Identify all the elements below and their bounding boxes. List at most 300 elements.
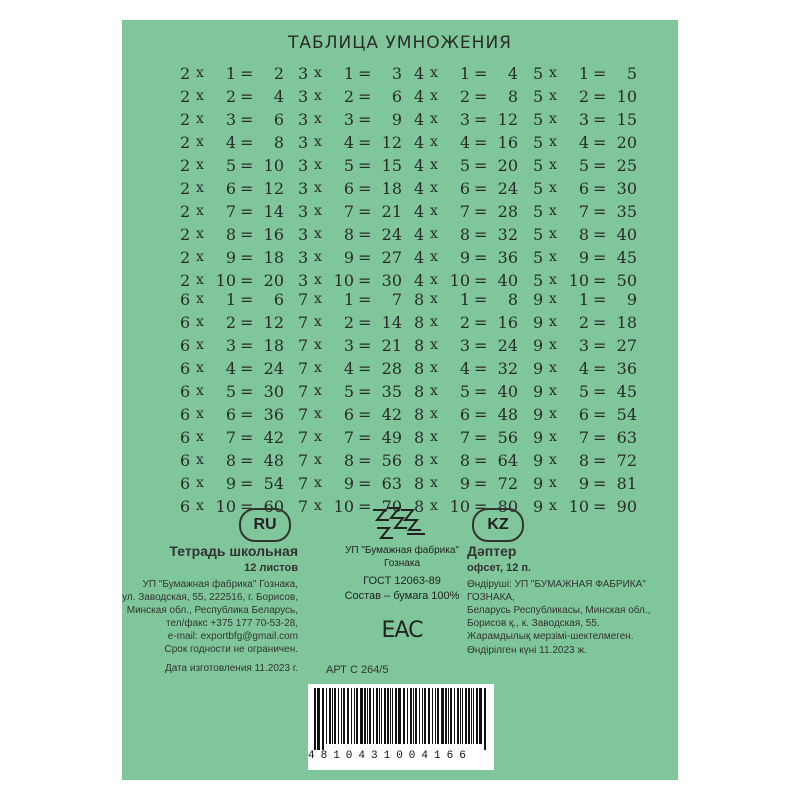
product: 16 — [497, 313, 518, 332]
product: 8 — [273, 133, 284, 152]
equals-sign: = — [358, 87, 372, 106]
table-row — [298, 380, 418, 403]
product: 28 — [497, 202, 518, 221]
barcode-bar — [360, 688, 363, 744]
barcode-bar — [432, 688, 433, 744]
kz-info-line: Жарамдылық мерзімі-шектелмеген. — [467, 631, 634, 642]
product: 18 — [381, 179, 402, 198]
product: 40 — [616, 225, 637, 244]
multiplier: 4 — [225, 133, 236, 152]
product: 16 — [263, 225, 284, 244]
multiplicand: 3 — [298, 87, 309, 106]
times-sign: x — [549, 291, 557, 307]
multiplicand: 2 — [180, 133, 191, 152]
times-sign: x — [196, 360, 204, 376]
table-row — [298, 246, 418, 269]
barcode-bar — [424, 688, 426, 744]
times-sign: x — [196, 111, 204, 127]
times-sign: x — [549, 475, 557, 491]
multiplier: 9 — [343, 474, 354, 493]
multiplier: 4 — [225, 359, 236, 378]
equals-sign: = — [358, 405, 372, 424]
multiplicand: 4 — [414, 225, 425, 244]
table-row — [180, 288, 300, 311]
multiplicand: 2 — [180, 225, 191, 244]
equals-sign: = — [240, 451, 254, 470]
times-sign: x — [314, 203, 322, 219]
multiplicand: 7 — [298, 313, 309, 332]
times-sign: x — [314, 475, 322, 491]
kz-info-line: Беларусь Республикасы, Минская обл., — [467, 605, 651, 616]
product: 4 — [507, 64, 518, 83]
times-sign: x — [430, 429, 438, 445]
multiplicand: 8 — [414, 313, 425, 332]
multiplier: 7 — [225, 428, 236, 447]
barcode-bar — [356, 688, 358, 744]
table-column-9 — [533, 288, 653, 518]
equals-sign: = — [358, 202, 372, 221]
multiplicand: 9 — [533, 313, 544, 332]
times-sign: x — [549, 429, 557, 445]
multiplicand: 4 — [414, 179, 425, 198]
multiplier: 4 — [459, 359, 470, 378]
barcode-bar — [407, 688, 408, 744]
table-row — [298, 154, 418, 177]
table-row — [533, 131, 653, 154]
multiplicand: 6 — [180, 313, 191, 332]
equals-sign: = — [240, 313, 254, 332]
multiplicand: 8 — [414, 359, 425, 378]
multiplier: 10 — [215, 497, 236, 516]
multiplicand: 7 — [298, 497, 309, 516]
multiplicand: 4 — [414, 248, 425, 267]
barcode-bar — [322, 688, 324, 750]
times-sign: x — [430, 88, 438, 104]
barcode-bar — [448, 688, 449, 744]
multiplier: 3 — [459, 336, 470, 355]
kz-info-line: Борисов қ., к. Заводская, 55. — [467, 618, 600, 629]
equals-sign: = — [593, 474, 607, 493]
equals-sign: = — [474, 497, 488, 516]
multiplier: 5 — [578, 156, 589, 175]
equals-sign: = — [240, 87, 254, 106]
product: 5 — [626, 64, 637, 83]
equals-sign: = — [593, 313, 607, 332]
times-sign: x — [549, 249, 557, 265]
multiplier: 4 — [343, 133, 354, 152]
multiplier: 10 — [215, 271, 236, 290]
times-sign: x — [196, 383, 204, 399]
table-row — [298, 472, 418, 495]
multiplier: 1 — [343, 290, 354, 309]
product: 12 — [497, 110, 518, 129]
multiplicand: 5 — [533, 225, 544, 244]
equals-sign: = — [358, 156, 372, 175]
table-row — [414, 288, 534, 311]
equals-sign: = — [593, 497, 607, 516]
equals-sign: = — [240, 336, 254, 355]
barcode-bar — [379, 688, 380, 744]
times-sign: x — [196, 429, 204, 445]
product: 8 — [507, 87, 518, 106]
product: 12 — [263, 313, 284, 332]
barcode-bar — [347, 688, 349, 744]
barcode-bar — [403, 688, 405, 744]
multiplier: 9 — [459, 474, 470, 493]
product: 24 — [497, 179, 518, 198]
multiplicand: 9 — [533, 405, 544, 424]
barcode-bar — [387, 688, 389, 744]
product: 4 — [273, 87, 284, 106]
equals-sign: = — [240, 110, 254, 129]
equals-sign: = — [474, 474, 488, 493]
multiplier: 8 — [578, 451, 589, 470]
product: 12 — [263, 179, 284, 198]
equals-sign: = — [474, 336, 488, 355]
product: 36 — [497, 248, 518, 267]
times-sign: x — [430, 111, 438, 127]
equals-sign: = — [474, 271, 488, 290]
times-sign: x — [430, 203, 438, 219]
equals-sign: = — [474, 64, 488, 83]
product: 10 — [616, 87, 637, 106]
multiplication-block-top — [122, 62, 678, 292]
equals-sign: = — [358, 248, 372, 267]
equals-sign: = — [358, 313, 372, 332]
equals-sign: = — [474, 110, 488, 129]
equals-sign: = — [358, 336, 372, 355]
multiplicand: 9 — [533, 382, 544, 401]
multiplier: 3 — [578, 110, 589, 129]
ru-info-line: УП "Бумажная фабрика" Гознака, — [142, 579, 298, 590]
multiplicand: 2 — [180, 248, 191, 267]
multiplier: 7 — [578, 428, 589, 447]
table-row — [414, 472, 534, 495]
product: 24 — [263, 359, 284, 378]
multiplier: 2 — [225, 313, 236, 332]
table-column-7 — [298, 288, 418, 518]
barcode-bar — [441, 688, 444, 744]
product: 32 — [497, 225, 518, 244]
equals-sign: = — [358, 428, 372, 447]
times-sign: x — [430, 226, 438, 242]
table-row — [180, 177, 300, 200]
barcode-bar — [367, 688, 368, 744]
table-row — [298, 200, 418, 223]
ru-info-line: Срок годности не ограничен. — [164, 644, 298, 655]
barcode-bar — [390, 688, 391, 744]
product: 2 — [273, 64, 284, 83]
product: 90 — [616, 497, 637, 516]
multiplier: 6 — [578, 179, 589, 198]
multiplicand: 8 — [414, 405, 425, 424]
barcode-bar — [462, 688, 463, 744]
barcode-bar — [384, 688, 386, 744]
times-sign: x — [196, 134, 204, 150]
equals-sign: = — [358, 474, 372, 493]
table-row — [533, 403, 653, 426]
times-sign: x — [314, 226, 322, 242]
times-sign: x — [314, 452, 322, 468]
table-row — [298, 223, 418, 246]
multiplicand: 5 — [533, 64, 544, 83]
table-column-3 — [298, 62, 418, 292]
multiplicand: 6 — [180, 336, 191, 355]
kz-sheets: офсет, 12 п. — [467, 562, 532, 574]
multiplier: 4 — [578, 133, 589, 152]
notebook-cover — [122, 20, 678, 780]
product: 36 — [616, 359, 637, 378]
multiplicand: 5 — [533, 248, 544, 267]
barcode-number: 4810431004166 — [308, 750, 472, 762]
multiplicand: 9 — [533, 451, 544, 470]
multiplicand: 4 — [414, 64, 425, 83]
barcode-bar — [398, 688, 401, 744]
table-row — [180, 108, 300, 131]
equals-sign: = — [593, 451, 607, 470]
times-sign: x — [196, 291, 204, 307]
multiplier: 3 — [343, 336, 354, 355]
multiplier: 6 — [225, 405, 236, 424]
equals-sign: = — [593, 271, 607, 290]
table-title: ТАБЛИЦА УМНОЖЕНИЯ — [288, 33, 512, 53]
equals-sign: = — [593, 290, 607, 309]
times-sign: x — [314, 65, 322, 81]
equals-sign: = — [474, 87, 488, 106]
table-row — [414, 200, 534, 223]
product: 24 — [381, 225, 402, 244]
table-row — [298, 85, 418, 108]
table-row — [180, 62, 300, 85]
barcode-bar — [351, 688, 352, 744]
product: 54 — [616, 405, 637, 424]
multiplicand: 5 — [533, 202, 544, 221]
multiplicand: 2 — [180, 202, 191, 221]
multiplier: 5 — [225, 382, 236, 401]
multiplier: 1 — [343, 64, 354, 83]
product: 18 — [616, 313, 637, 332]
times-sign: x — [430, 475, 438, 491]
barcode-bar — [471, 688, 472, 744]
product: 30 — [381, 271, 402, 290]
product: 18 — [263, 336, 284, 355]
equals-sign: = — [358, 271, 372, 290]
multiplier: 6 — [578, 405, 589, 424]
table-row — [298, 426, 418, 449]
barcode-bar — [354, 688, 355, 744]
equals-sign: = — [474, 313, 488, 332]
equals-sign: = — [358, 225, 372, 244]
multiplicand: 6 — [180, 497, 191, 516]
multiplicand: 8 — [414, 336, 425, 355]
center-maker-line2: Гознака — [383, 558, 421, 569]
barcode-bar — [468, 688, 470, 744]
multiplicand: 3 — [298, 225, 309, 244]
table-row — [180, 472, 300, 495]
table-row — [533, 426, 653, 449]
product: 6 — [273, 110, 284, 129]
times-sign: x — [430, 272, 438, 288]
table-row — [533, 472, 653, 495]
ru-badge: RU — [239, 508, 291, 542]
table-row — [533, 223, 653, 246]
multiplier: 8 — [225, 225, 236, 244]
multiplicand: 3 — [298, 110, 309, 129]
ru-info-line: тел/факс +375 177 70-53-28, — [166, 618, 298, 629]
times-sign: x — [430, 157, 438, 173]
equals-sign: = — [474, 382, 488, 401]
equals-sign: = — [474, 290, 488, 309]
multiplier: 7 — [225, 202, 236, 221]
times-sign: x — [314, 249, 322, 265]
barcode-bar — [428, 688, 430, 744]
kz-product-name: Дәптер — [467, 543, 517, 559]
composition-label: Состав – бумага 100% — [344, 590, 460, 602]
multiplicand: 8 — [414, 382, 425, 401]
barcode-bar — [473, 688, 474, 744]
equals-sign: = — [593, 87, 607, 106]
kz-info-line: Өндіруші: УП "БУМАЖНАЯ ФАБРИКА" ГОЗНАКА, — [467, 579, 646, 603]
factory-logo-icon — [367, 502, 431, 542]
table-row — [533, 380, 653, 403]
barcode-bar — [419, 688, 420, 744]
barcode-bar — [437, 688, 439, 744]
barcode-bar — [343, 688, 345, 744]
table-row — [298, 449, 418, 472]
table-row — [414, 357, 534, 380]
table-row — [180, 131, 300, 154]
multiplicand: 4 — [414, 156, 425, 175]
multiplier: 7 — [343, 202, 354, 221]
multiplier: 2 — [343, 313, 354, 332]
equals-sign: = — [240, 497, 254, 516]
product: 49 — [381, 428, 402, 447]
table-row — [414, 403, 534, 426]
multiplicand: 6 — [180, 359, 191, 378]
multiplicand: 9 — [533, 474, 544, 493]
equals-sign: = — [240, 133, 254, 152]
multiplicand: 5 — [533, 271, 544, 290]
multiplier: 6 — [343, 179, 354, 198]
multiplier: 1 — [578, 290, 589, 309]
table-row — [414, 154, 534, 177]
multiplier: 7 — [459, 202, 470, 221]
table-row — [533, 288, 653, 311]
multiplicand: 5 — [533, 133, 544, 152]
barcode-bar — [329, 688, 331, 744]
table-row — [533, 177, 653, 200]
times-sign: x — [314, 360, 322, 376]
table-row — [533, 108, 653, 131]
multiplicand: 2 — [180, 179, 191, 198]
product: 14 — [263, 202, 284, 221]
kz-badge: KZ — [472, 508, 524, 542]
product: 18 — [263, 248, 284, 267]
barcode-bar — [415, 688, 417, 744]
multiplier: 8 — [459, 451, 470, 470]
barcode-bar — [457, 688, 459, 744]
equals-sign: = — [240, 202, 254, 221]
multiplicand: 7 — [298, 474, 309, 493]
table-row — [533, 495, 653, 518]
multiplicand: 3 — [298, 156, 309, 175]
product: 15 — [381, 156, 402, 175]
product: 21 — [381, 202, 402, 221]
multiplicand: 5 — [533, 179, 544, 198]
barcode-bar — [332, 688, 333, 744]
barcode-digits — [308, 750, 472, 762]
multiplicand: 4 — [414, 110, 425, 129]
multiplicand: 2 — [180, 156, 191, 175]
multiplicand: 7 — [298, 336, 309, 355]
product: 12 — [381, 133, 402, 152]
table-row — [414, 62, 534, 85]
times-sign: x — [196, 249, 204, 265]
table-row — [180, 426, 300, 449]
multiplier: 10 — [568, 497, 589, 516]
product: 40 — [497, 382, 518, 401]
multiplicand: 9 — [533, 497, 544, 516]
equals-sign: = — [358, 290, 372, 309]
table-row — [298, 177, 418, 200]
equals-sign: = — [474, 451, 488, 470]
equals-sign: = — [474, 179, 488, 198]
times-sign: x — [430, 337, 438, 353]
table-column-8 — [414, 288, 534, 518]
barcode-bar — [450, 688, 452, 744]
product: 81 — [616, 474, 637, 493]
product: 56 — [497, 428, 518, 447]
multiplicand: 2 — [180, 87, 191, 106]
equals-sign: = — [474, 428, 488, 447]
table-row — [414, 108, 534, 131]
multiplicand: 7 — [298, 451, 309, 470]
table-column-4 — [414, 62, 534, 292]
multiplier: 5 — [343, 382, 354, 401]
times-sign: x — [314, 291, 322, 307]
product: 45 — [616, 248, 637, 267]
ru-info-line: e-mail: exportbfg@gmail.com — [167, 631, 298, 642]
times-sign: x — [314, 134, 322, 150]
equals-sign: = — [240, 225, 254, 244]
multiplicand: 8 — [414, 290, 425, 309]
times-sign: x — [549, 111, 557, 127]
equals-sign: = — [593, 133, 607, 152]
multiplicand: 6 — [180, 474, 191, 493]
product: 48 — [497, 405, 518, 424]
table-row — [180, 357, 300, 380]
barcode-bar — [454, 688, 455, 744]
barcode-bar — [395, 688, 397, 744]
multiplicand: 5 — [533, 110, 544, 129]
multiplier: 1 — [459, 290, 470, 309]
equals-sign: = — [593, 336, 607, 355]
multiplier: 6 — [225, 179, 236, 198]
times-sign: x — [549, 203, 557, 219]
table-row — [180, 154, 300, 177]
times-sign: x — [314, 272, 322, 288]
barcode-bar — [476, 688, 478, 744]
equals-sign: = — [358, 64, 372, 83]
times-sign: x — [196, 337, 204, 353]
equals-sign: = — [593, 428, 607, 447]
multiplicand: 7 — [298, 405, 309, 424]
multiplier: 1 — [578, 64, 589, 83]
table-column-5 — [533, 62, 653, 292]
barcode-bar — [445, 688, 447, 744]
multiplier: 8 — [578, 225, 589, 244]
multiplicand: 9 — [533, 336, 544, 355]
